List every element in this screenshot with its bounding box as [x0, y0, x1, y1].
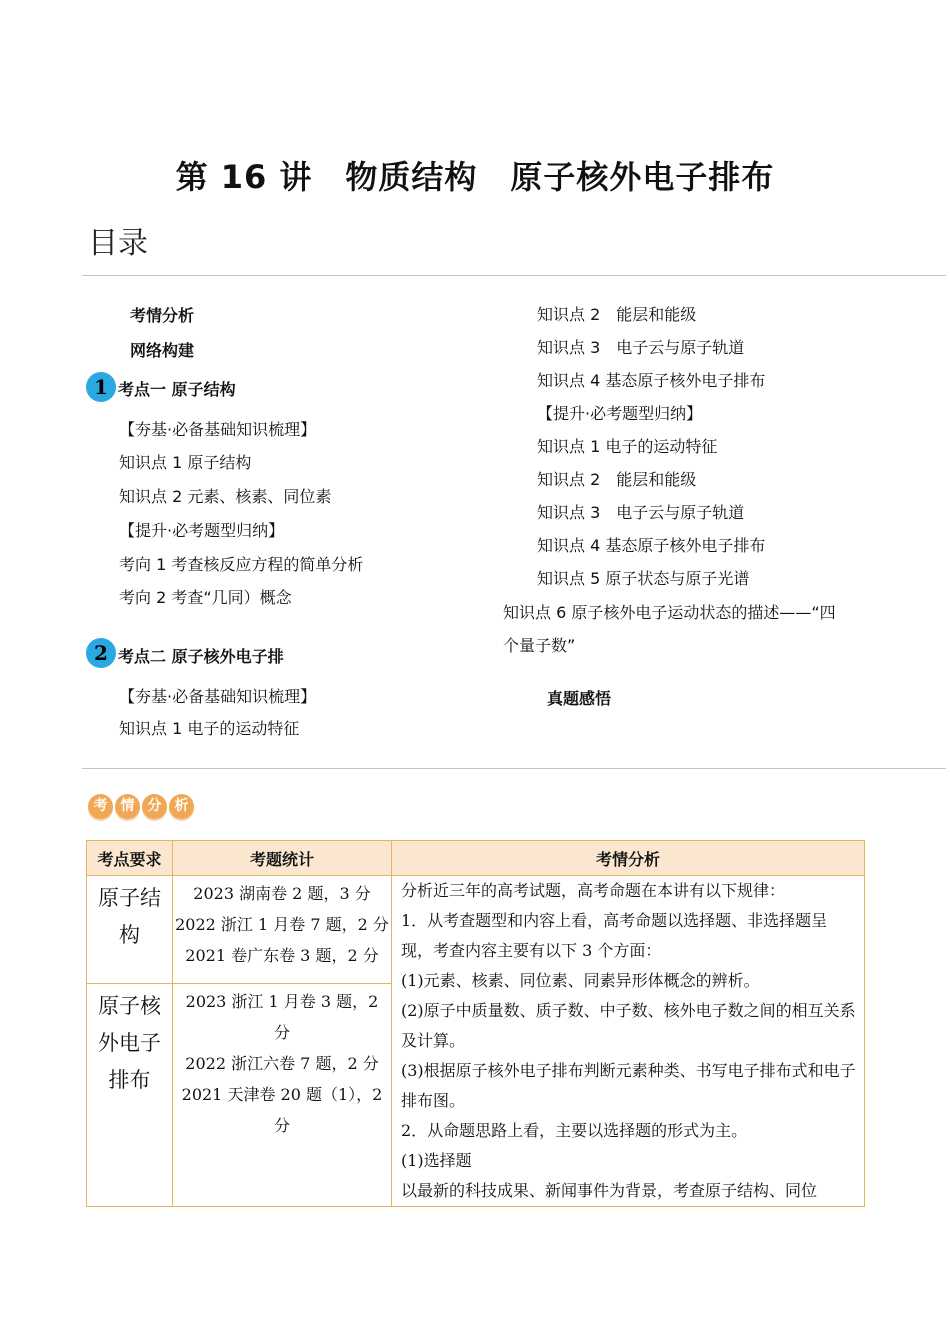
toc-link-network[interactable]: 网络构建 [130, 341, 195, 360]
toc-link-direction-1[interactable]: 考向 1 考查核反应方程的简单分析 [119, 555, 364, 574]
table-header-row [87, 841, 865, 876]
toc-bottom-divider [82, 768, 946, 769]
exam-analysis-table [86, 840, 865, 1207]
toc-link-r-6[interactable]: 知识点 2 能层和能级 [537, 470, 697, 489]
toc-link-kp-2-1[interactable]: 知识点 1 电子的运动特征 [119, 719, 300, 738]
cell-stats-2: 2023 浙江 1 月卷 3 题，2 分 2022 浙江六卷 7 题，2 分 2021 天津卷 20 题（1），2 分 [173, 983, 392, 1206]
badge-char-4: 析 [169, 794, 194, 819]
badge-char-2: 情 [115, 794, 140, 819]
cell-stats-1: 2023 湖南卷 2 题，3 分 2022 浙江 1 月卷 7 题，2 分 2021 卷广东卷 3 题，2 分 [173, 876, 392, 984]
toc-link-basics-2[interactable]: 【夯基·必备基础知识梳理】 [119, 687, 317, 706]
cell-point-2: 原子核外电子排布 [87, 983, 173, 1206]
toc-link-r-10[interactable]: 知识点 6 原子核外电子运动状态的描述——“四 [503, 603, 836, 622]
header-point: 考点要求 [87, 841, 173, 876]
analysis-line-3: (1)元素、核素、同位素、同素异形体概念的辨析。 [401, 971, 760, 990]
analysis-line-8: 以最新的科技成果、新闻事件为背景，考查原子结构、同位 [401, 1181, 818, 1200]
toc-link-improve-1[interactable]: 【提升·必考题型归纳】 [119, 521, 285, 540]
toc-link-r-1[interactable]: 知识点 2 能层和能级 [537, 305, 697, 324]
toc-link-r-3[interactable]: 知识点 4 基态原子核外电子排布 [537, 371, 766, 390]
toc-link-r-2[interactable]: 知识点 3 电子云与原子轨道 [537, 338, 745, 357]
toc-link-r-7[interactable]: 知识点 3 电子云与原子轨道 [537, 503, 745, 522]
toc-link-topic-1[interactable]: 考点一 原子结构 [118, 380, 236, 399]
toc-link-direction-2[interactable]: 考向 2 考查“几同）概念 [119, 588, 292, 607]
analysis-line-4: (2)原子中质量数、质子数、中子数、核外电子数之间的相互关系及计算。 [401, 1001, 856, 1050]
toc-top-divider [82, 275, 946, 276]
toc-link-exam-analysis[interactable]: 考情分析 [130, 306, 195, 325]
toc-link-r-4[interactable]: 【提升·必考题型归纳】 [537, 404, 703, 423]
analysis-line-7: (1)选择题 [401, 1151, 472, 1170]
toc-link-r-9[interactable]: 知识点 5 原子状态与原子光谱 [537, 569, 750, 588]
toc-link-r-8[interactable]: 知识点 4 基态原子核外电子排布 [537, 536, 766, 555]
toc-link-r-10-cont[interactable]: 个量子数” [503, 636, 576, 655]
analysis-line-1: 分析近三年的高考试题，高考命题在本讲有以下规律： [401, 881, 786, 900]
toc-link-basics-1[interactable]: 【夯基·必备基础知识梳理】 [119, 420, 317, 439]
toc-link-kp-1-1[interactable]: 知识点 1 原子结构 [119, 453, 252, 472]
badge-char-1: 考 [88, 794, 113, 819]
header-analysis: 考情分析 [392, 841, 865, 876]
cell-analysis [392, 876, 865, 1207]
toc-link-topic-2[interactable]: 考点二 原子核外电子排 [118, 647, 284, 666]
analysis-line-6: 2．从命题思路上看，主要以选择题的形式为主。 [401, 1121, 748, 1140]
page-title: 第 16 讲 物质结构 原子核外电子排布 [175, 158, 775, 196]
number-badge-1-icon: 1 [86, 372, 116, 402]
header-stats: 考题统计 [173, 841, 392, 876]
analysis-line-2: 1．从考查题型和内容上看，高考命题以选择题、非选择题呈现，考查内容主要有以下 3 个方面： [401, 911, 828, 960]
toc-heading: 目录 [88, 226, 148, 261]
cell-point-1: 原子结构 [87, 876, 173, 984]
analysis-line-5: (3)根据原子核外电子排布判断元素种类、书写电子排布式和电子排布图。 [401, 1061, 856, 1110]
toc-link-real-exam[interactable]: 真题感悟 [547, 689, 612, 708]
toc-link-r-5[interactable]: 知识点 1 电子的运动特征 [537, 437, 718, 456]
section-badge-exam-analysis [88, 794, 194, 819]
badge-char-3: 分 [142, 794, 167, 819]
number-badge-2-icon: 2 [86, 638, 116, 668]
toc-link-kp-1-2[interactable]: 知识点 2 元素、核素、同位素 [119, 487, 332, 506]
table-row [87, 876, 865, 984]
